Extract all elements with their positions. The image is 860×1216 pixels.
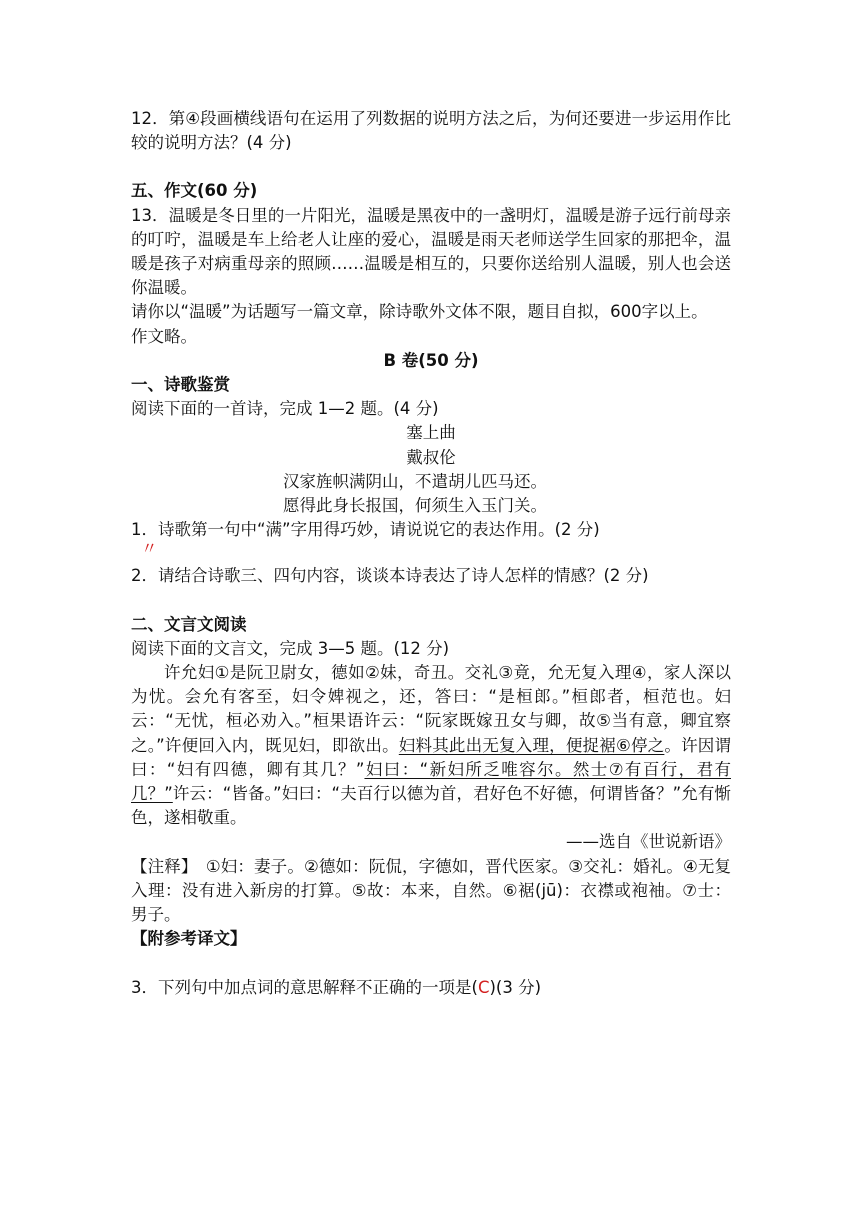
annotations: 【注释】 ①妇：妻子。②德如：阮侃，字德如，晋代医家。③交礼：婚礼。④无复入理：没有进入新房的打算。⑤故：本来，自然。⑥裾(jū)：衣襟或袍袖。⑦士：男子。 [131, 856, 731, 925]
poem-line-1: 汉家旌帜满阴山，不遣胡儿匹马还。 [283, 471, 547, 491]
classical-passage [131, 661, 731, 830]
question-3-score: )(3 分) [489, 977, 542, 997]
underlined-sentence-2: 妇曰：“新妇所乏唯容尔。然士⑦有百行，君有几？” [131, 759, 731, 804]
question-13-requirement: 请你以“温暖”为话题写一篇文章，除诗歌外文体不限，题目自拟，600字以上。 [131, 302, 708, 322]
classical-intro: 阅读下面的文言文，完成 3—5 题。(12 分) [131, 638, 450, 658]
passage-part-2: 。许因谓曰：“妇有四德，卿有其几？” [131, 735, 731, 779]
poem-question-1: 1．诗歌第一句中“满”字用得巧妙，请说说它的表达作用。(2 分) [131, 520, 600, 540]
section-b2-title: 二、文言文阅读 [131, 614, 247, 634]
poem-author: 戴叔伦 [406, 447, 456, 467]
poem-title: 塞上曲 [406, 423, 456, 443]
poem-question-2: 2．请结合诗歌三、四句内容，谈谈本诗表达了诗人怎样的情感？(2 分) [131, 566, 649, 586]
question-13: 13．温暖是冬日里的一片阳光，温暖是黑夜中的一盏明灯，温暖是游子远行前母亲的叮咛，温暖是车上给老人让座的爱心，温暖是雨天老师送学生回家的那把伞，温暖是孩子对病重母亲的照顾……温暖是相互的，只要你送给别人温暖，别人也会送你温暖。 [131, 205, 731, 298]
section-b1-title: 一、诗歌鉴赏 [131, 375, 230, 395]
passage-source: ——选自《世说新语》 [566, 832, 731, 852]
question-3-answer: C [477, 977, 490, 997]
question-13-answer: 作文略。 [131, 326, 197, 346]
underlined-sentence-1: 妇料其此出无复入理，便捉裾⑥停之 [398, 735, 665, 755]
passage-part-3: 许云：“皆备。”妇曰：“夫百行以德为首，君好色不好德，何谓皆备？”允有惭色，遂相敬重。 [131, 784, 731, 828]
reference-translation-title: 【附参考译文】 [131, 929, 247, 949]
question-3-text: 3．下列句中加点词的意思解释不正确的一项是( [131, 977, 478, 997]
question-12: 12．第④段画横线语句在运用了列数据的说明方法之后，为何还要进一步运用作比较的说明方法？(4 分) [131, 109, 731, 153]
section-5-title: 五、作文(60 分) [131, 181, 258, 201]
answer-mark: 〃 [141, 539, 158, 559]
poem-line-2: 愿得此身长报国，何须生入玉门关。 [283, 496, 547, 516]
poem-intro: 阅读下面的一首诗，完成 1—2 题。(4 分) [131, 399, 439, 419]
question-3 [131, 976, 731, 1000]
volume-b-title: B 卷(50 分) [383, 350, 479, 370]
passage-part-1: 许允妇①是阮卫尉女，德如②妹，奇丑。交礼③竟，允无复入理④，家人深以为忧。会允有客至，妇令婢视之，还，答曰：“是桓郎。”桓郎者，桓范也。妇云：“无忧，桓必劝入。”桓果语许云：“阮家既嫁丑女与卿，故⑤当有意，卿宜察之。”许便回入内，既见妇，即欲出。 [131, 663, 731, 755]
document-content [131, 107, 731, 1000]
